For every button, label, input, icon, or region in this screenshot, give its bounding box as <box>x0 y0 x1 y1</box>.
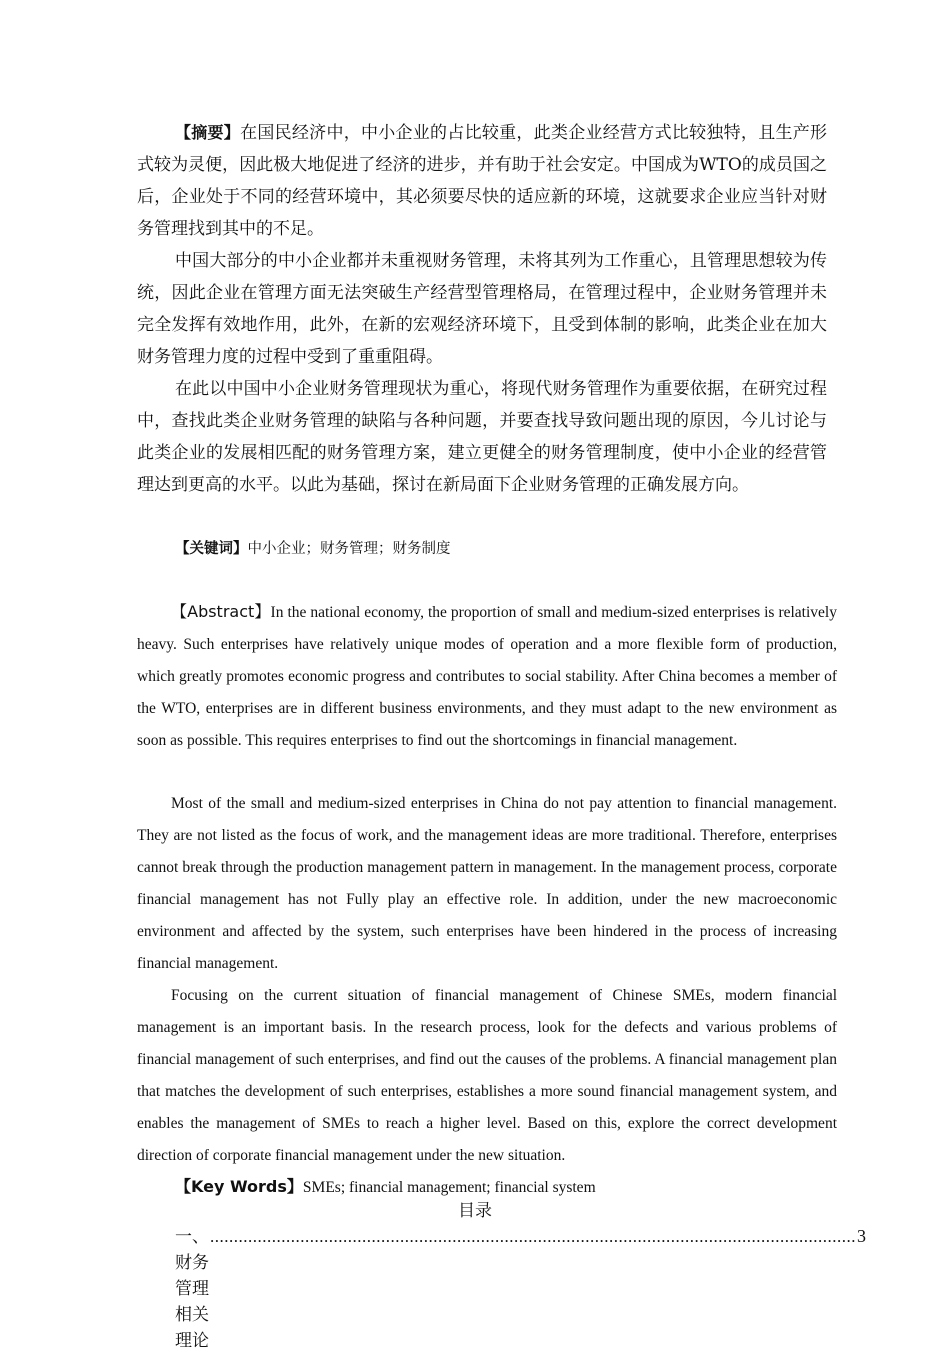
abstract-en-paragraph-1 <box>137 596 837 757</box>
keywords-cn <box>175 535 451 563</box>
toc-item-page: 3 <box>857 1226 866 1246</box>
abstract-cn-paragraph-1 <box>137 117 827 245</box>
abstract-en-paragraph-2: Most of the small and medium-sized enterprises in China do not pay attention to financial management. They are not listed as the focus of work, and the management ideas are more traditional. Therefore, enterprises cannot break through the production management pattern in management. In the management process, corporate financial management has not Fully play an effective role. In addition, under the new macroeconomic environment and affected by the system, such enterprises have been hindered in the process of increasing financial management. <box>137 795 837 972</box>
keywords-cn-label: 【关键词】 <box>175 541 248 557</box>
abstract-en-label: 【Abstract】 <box>171 602 271 621</box>
toc-item[interactable] <box>175 1223 866 1354</box>
abstract-cn-label: 【摘要】 <box>175 123 241 142</box>
abstract-en-paragraph-3: Focusing on the current situation of financial management of Chinese SMEs, modern financial management is an important basis. In the research process, look for the defects and various problems of financial management of such enterprises, and find out the causes of the problems. A financial management plan that matches the development of such enterprises, establishes a more sound financial management system, and enables the management of SMEs to reach a higher level. Based on this, explore the correct development direction of corporate financial management under the new situation. <box>137 987 837 1164</box>
toc-title: 目录 <box>458 1201 492 1221</box>
toc-item-leader: ........................................................................................................................................ <box>210 1227 856 1246</box>
abstract-cn-paragraph-2: 中国大部分的中小企业都并未重视财务管理，未将其列为工作重心，且管理思想较为传统，因此企业在管理方面无法突破生产经营型管理格局，在管理过程中，企业财务管理并未完全发挥有效地作用，此外，在新的宏观经济环境下，且受到体制的影响，此类企业在加大财务管理力度的过程中受到了重重阻碍。 <box>137 251 827 367</box>
keywords-cn-text: 中小企业；财务管理；财务制度 <box>247 541 451 557</box>
keywords-en-label: 【Key Words】 <box>175 1177 303 1196</box>
toc-item-label: 一、财务管理相关理论 <box>175 1227 209 1351</box>
abstract-cn-paragraph-3: 在此以中国中小企业财务管理现状为重心，将现代财务管理作为重要依据，在研究过程中，查找此类企业财务管理的缺陷与各种问题，并要查找导致问题出现的原因，今儿讨论与此类企业的发展相匹配的财务管理方案，建立更健全的财务管理制度，使中小企业的经营管理达到更高的水平。以此为基础，探讨在新局面下企业财务管理的正确发展方向。 <box>137 379 827 495</box>
abstract-en-text-1: In the national economy, the proportion of small and medium-sized enterprises is relatively heavy. Such enterprises have relatively unique modes of operation and a more flexible form of production, which greatly promotes economic progress and contributes to social stability. After China becomes a member of the WTO, enterprises are in different business environments, and they must adapt to the new environment as soon as possible. This requires enterprises to find out the shortcomings in financial management. <box>137 604 837 749</box>
abstract-cn-text-1: 在国民经济中，中小企业的占比较重，此类企业经营方式比较独特，且生产形式较为灵便，因此极大地促进了经济的进步，并有助于社会安定。中国成为WTO的成员国之后，企业处于不同的经营环境中，其必须要尽快的适应新的环境，这就要求企业应当针对财务管理找到其中的不足。 <box>137 123 827 239</box>
keywords-en-text: SMEs; financial management; financial system <box>302 1179 596 1196</box>
